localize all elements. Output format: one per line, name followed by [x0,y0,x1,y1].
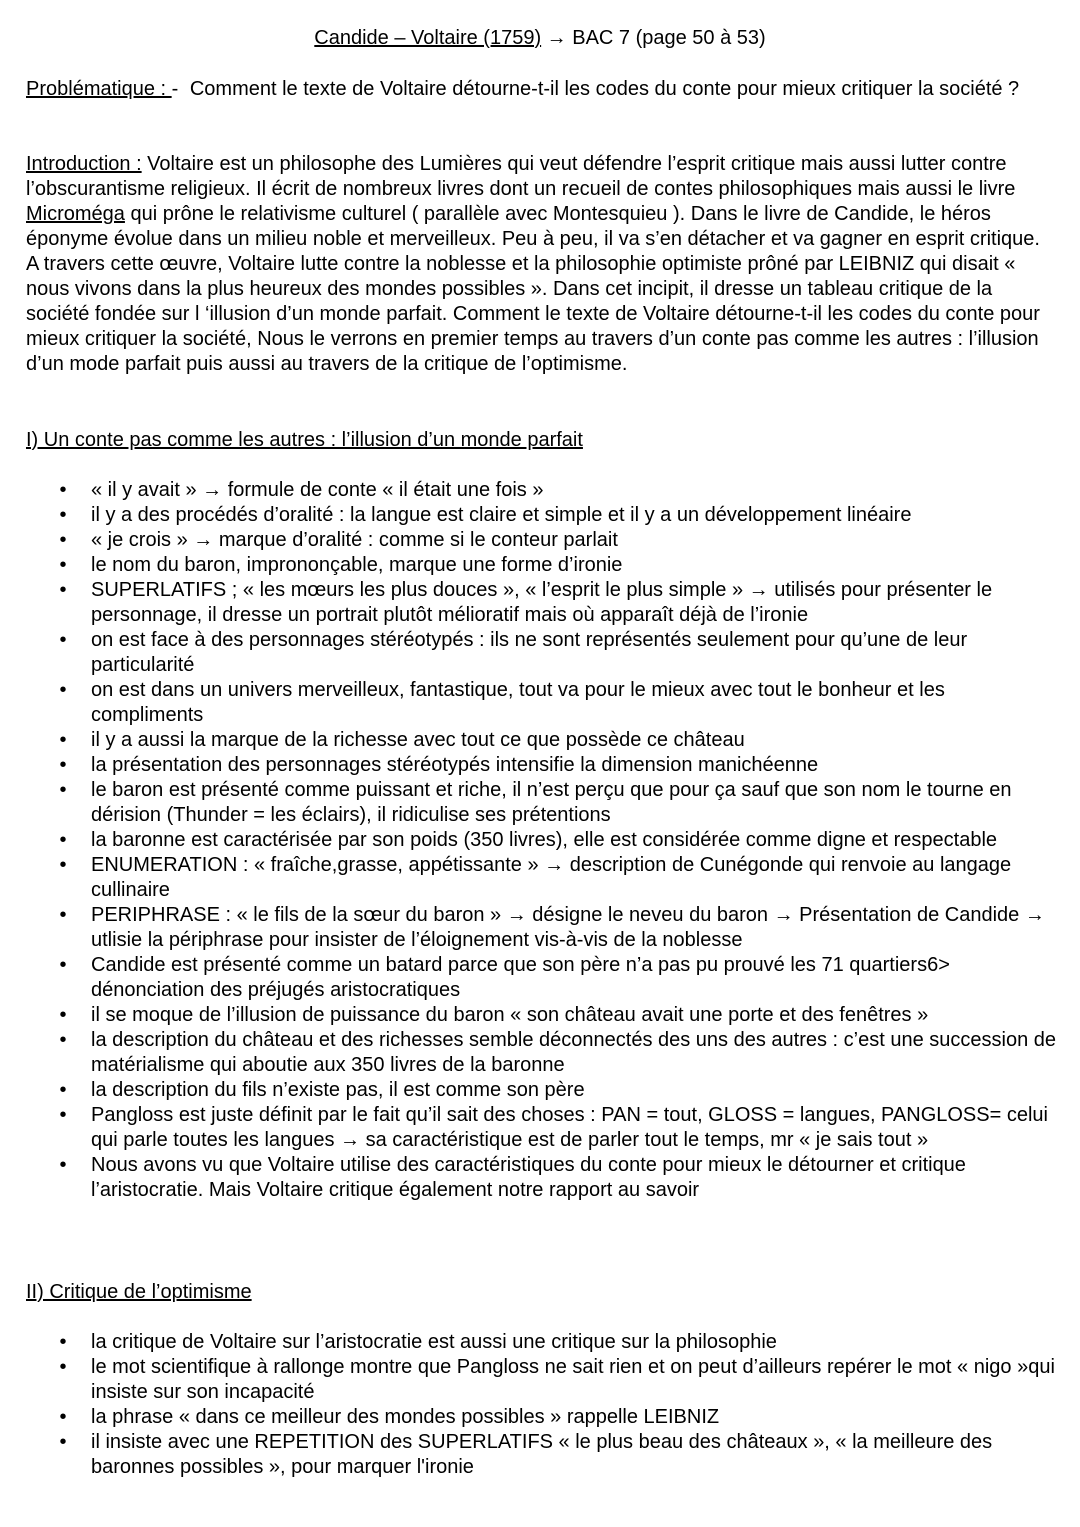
title-rest: → BAC 7 (page 50 à 53) [541,27,766,49]
bullet-icon: • [59,1331,67,1353]
section-2-list [0,1330,1080,1480]
introduction-part2: qui prône le relativisme culturel ( parallèle avec Montesquieu ). Dans le livre de Candide, le héros éponyme évolue dans un milieu noble et merveilleux. Peu à peu, il va s’en détacher et va gagner en esprit critique. A travers cette œuvre, Voltaire lutte contre la noblesse et la philosophie optimiste prôné par LEIBNIZ qui disait « nous vivons dans la plus heureux des mondes possibles ». Dans cet incipit, il dresse un tableau critique de la société fondée sur l ‘illusion d’un monde parfait. Comment le texte de Voltaire détourne-t-il les codes du conte pour mieux critiquer la société, Nous le verrons en premier temps au travers d’un conte pas comme les autres : l’illusion d’un mode parfait puis aussi au travers de la critique de l’optimisme. [26,203,1040,375]
bullet-icon: • [59,554,67,576]
list-item: • la description du fils n’existe pas, il est comme son père [0,1078,1080,1103]
list-item: • PERIPHRASE : « le fils de la sœur du baron » → désigne le neveu du baron → Présentation de Candide → utlisie la périphrase pour insister de l’éloignement vis-à-vis de la noblesse [0,903,1080,953]
introduction-paragraph [26,152,1056,377]
problematique-dash: - [171,78,184,100]
bullet-icon: • [59,1154,67,1176]
introduction-part1: Voltaire est un philosophe des Lumières qui veut défendre l’esprit critique mais aussi lutter contre l’obscurantisme religieux. Il écrit de nombreux livres dont un recueil de contes philosophiques mais aussi le livre [26,153,1016,200]
bullet-icon: • [59,579,67,601]
bullet-icon: • [59,1029,67,1051]
problematique-text: Comment le texte de Voltaire détourne-t-il les codes du conte pour mieux critiquer la société ? [189,78,1020,100]
list-item: • Pangloss est juste définit par le fait qu’il sait des choses : PAN = tout, GLOSS = langues, PANGLOSS= celui qui parle toutes les langues → sa caractéristique est de parler tout le temps, mr « je sais tout » [0,1103,1080,1153]
bullet-icon: • [59,529,67,551]
list-item: • la présentation des personnages stéréotypés intensifie la dimension manichéenne [0,753,1080,778]
bullet-icon: • [59,954,67,976]
bullet-icon: • [59,904,67,926]
bullet-icon: • [59,1431,67,1453]
list-item: • le nom du baron, imprononçable, marque une forme d’ironie [0,553,1080,578]
list-item: • il se moque de l’illusion de puissance du baron « son château avait une porte et des fenêtres » [0,1003,1080,1028]
document-title [0,26,1080,51]
list-item: • la phrase « dans ce meilleur des mondes possibles » rappelle LEIBNIZ [0,1405,1080,1430]
bullet-icon: • [59,829,67,851]
list-item: • il y a aussi la marque de la richesse avec tout ce que possède ce château [0,728,1080,753]
bullet-icon: • [59,629,67,651]
list-item: • le mot scientifique à rallonge montre que Pangloss ne sait rien et on peut d’ailleurs repérer le mot « nigo »qui insiste sur son incapacité [0,1355,1080,1405]
bullet-icon: • [59,754,67,776]
introduction-label: Introduction : [26,153,142,175]
list-item: • ENUMERATION : « fraîche,grasse, appétissante » → description de Cunégonde qui renvoie au langage cullinaire [0,853,1080,903]
list-item: • la description du château et des richesses semble déconnectés des uns des autres : c’est une succession de matérialisme qui aboutie aux 350 livres de la baronne [0,1028,1080,1078]
bullet-icon: • [59,729,67,751]
bullet-icon: • [59,1104,67,1126]
list-item: • Candide est présenté comme un batard parce que son père n’a pas pu prouvé les 71 quartiers6> dénonciation des préjugés aristocratiques [0,953,1080,1003]
list-item: • la critique de Voltaire sur l’aristocratie est aussi une critique sur la philosophie [0,1330,1080,1355]
bullet-icon: • [59,679,67,701]
list-item: • il insiste avec une REPETITION des SUPERLATIFS « le plus beau des châteaux », « la meilleure des baronnes possibles », pour marquer l'ironie [0,1430,1080,1480]
bullet-icon: • [59,779,67,801]
bullet-icon: • [59,1356,67,1378]
title-underlined: Candide – Voltaire (1759) [314,27,542,49]
list-item: • la baronne est caractérisée par son poids (350 livres), elle est considérée comme digne et respectable [0,828,1080,853]
bullet-icon: • [59,1406,67,1428]
list-item: • il y a des procédés d’oralité : la langue est claire et simple et il y a un développement linéaire [0,503,1080,528]
book-title-micromega: Microméga [26,203,125,225]
list-item: • on est dans un univers merveilleux, fantastique, tout va pour le mieux avec tout le bonheur et les compliments [0,678,1080,728]
bullet-icon: • [59,504,67,526]
list-item: • le baron est présenté comme puissant et riche, il n’est perçu que pour ça sauf que son nom le tourne en dérision (Thunder = les éclairs), il ridiculise ses prétentions [0,778,1080,828]
list-item: • « il y avait » → formule de conte « il était une fois » [0,478,1080,503]
bullet-icon: • [59,1079,67,1101]
section-2-heading: II) Critique de l’optimisme [26,1281,252,1303]
bullet-icon: • [59,854,67,876]
list-item: • SUPERLATIFS ; « les mœurs les plus douces », « l’esprit le plus simple » → utilisés pour présenter le personnage, il dresse un portrait plutôt mélioratif mais où apparaît déjà de l’ironie [0,578,1080,628]
section-1-heading: I) Un conte pas comme les autres : l’illusion d’un monde parfait [26,429,583,451]
bullet-icon: • [59,479,67,501]
bullet-icon: • [59,1004,67,1026]
list-item: • Nous avons vu que Voltaire utilise des caractéristiques du conte pour mieux le détourner et critique l’aristocratie. Mais Voltaire critique également notre rapport au savoir [0,1153,1080,1203]
problematique-label: Problématique : [26,78,172,100]
list-item: • on est face à des personnages stéréotypés : ils ne sont représentés seulement pour qu’une de leur particularité [0,628,1080,678]
problematique-block [26,77,1056,102]
section-1-list [0,478,1080,1203]
list-item: • « je crois » → marque d’oralité : comme si le conteur parlait [0,528,1080,553]
